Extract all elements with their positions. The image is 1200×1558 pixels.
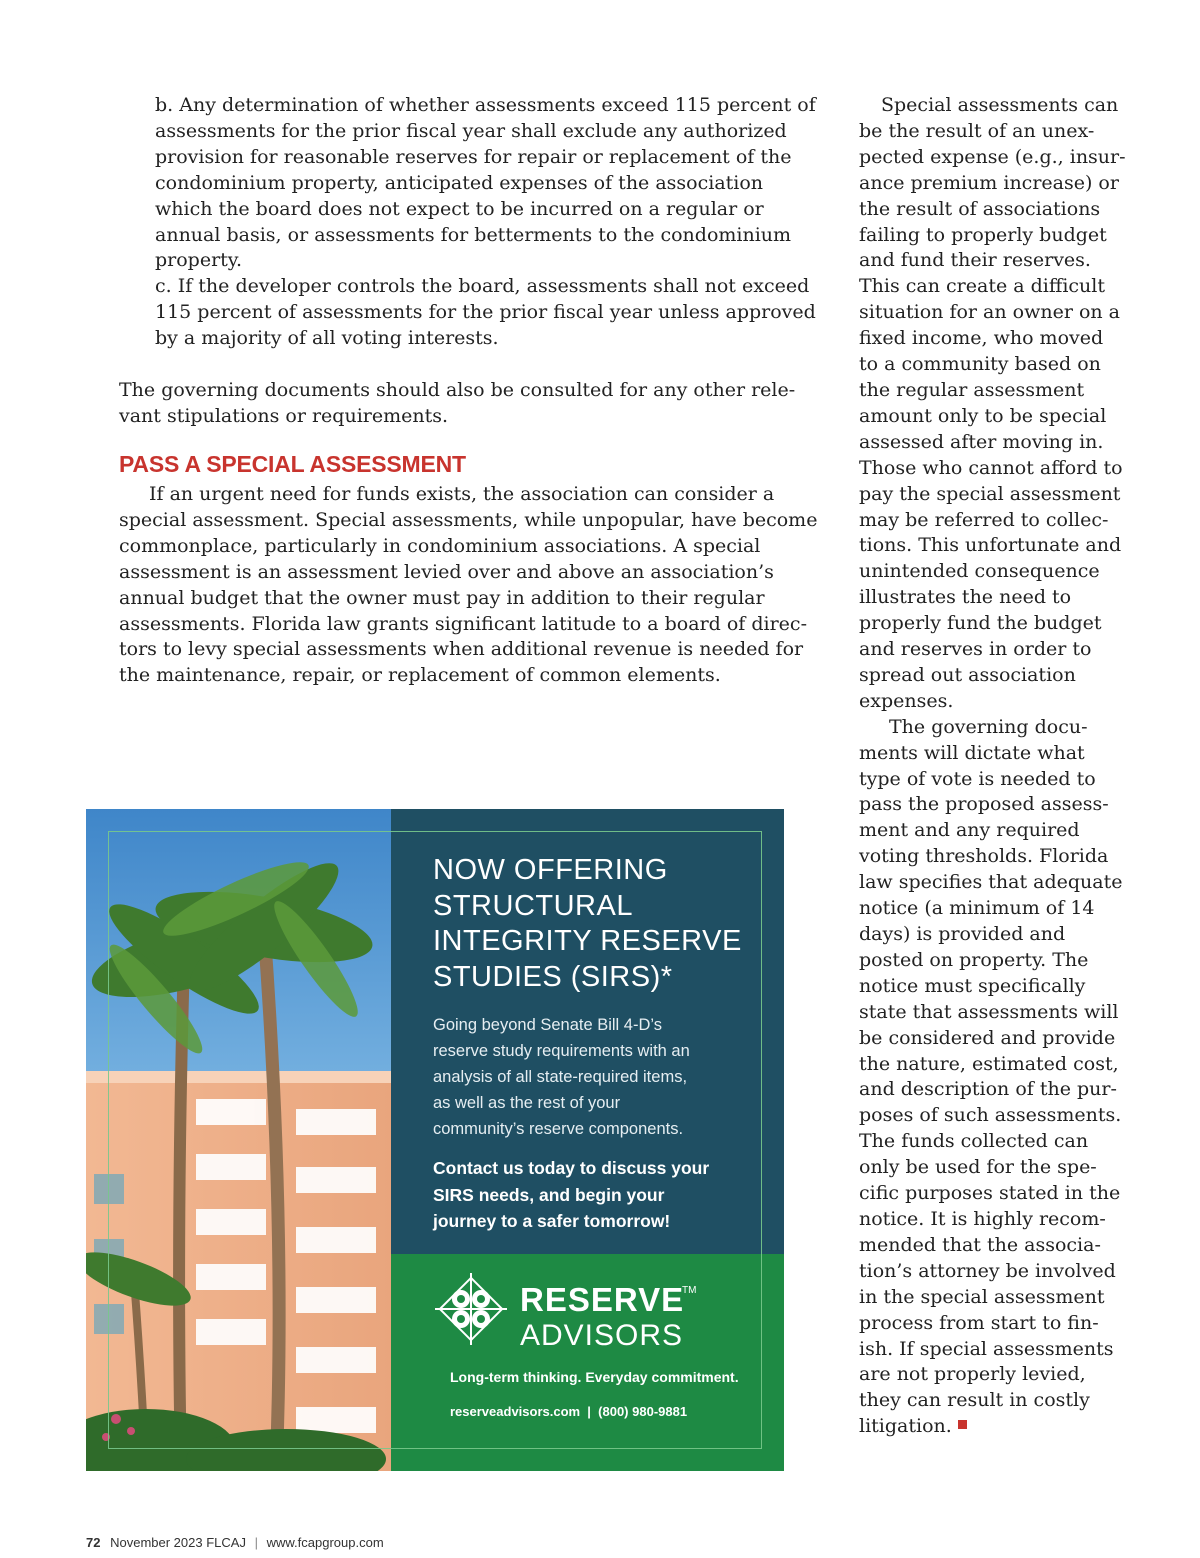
paragraph-line: commonplace, particularly in condominium associations. A special — [119, 534, 761, 557]
column-line: poses of such assessments. — [859, 1104, 1122, 1127]
list-line: condominium property, anticipated expenses of the association — [155, 171, 764, 194]
page-footer — [86, 1535, 384, 1550]
ad-cta-line: journey to a safer tomorrow! — [433, 1211, 671, 1231]
column-line: notice. It is highly recom- — [859, 1207, 1106, 1230]
right-column-text — [859, 93, 1159, 1440]
column-line: notice must specifically — [859, 974, 1086, 997]
ad-body-line: analysis of all state-required items, — [433, 1068, 688, 1086]
column-line: assessed after moving in. — [859, 430, 1104, 453]
list-line: by a majority of all voting interests. — [155, 327, 499, 350]
reserve-advisors-logo-icon — [435, 1273, 507, 1345]
column-line: The governing docu- — [889, 715, 1088, 738]
ad-cta-line: Contact us today to discuss your — [433, 1158, 710, 1178]
list-line: which the board does not expect to be incurred on a regular or — [155, 197, 764, 220]
list-line: b. Any determination of whether assessments exceed 115 percent of — [155, 94, 816, 116]
column-line: are not properly levied, — [859, 1363, 1086, 1386]
statute-list — [155, 93, 816, 352]
column-line: state that assessments will — [859, 1000, 1119, 1023]
column-line: cific purposes stated in the — [859, 1182, 1121, 1205]
ad-headline-line: STUDIES (SIRS)* — [433, 960, 673, 993]
ad-body-line: community’s reserve components. — [433, 1120, 684, 1138]
column-line: and fund their reserves. — [859, 249, 1091, 272]
column-line: ment and any required — [859, 819, 1080, 842]
column-line: notice (a minimum of 14 — [859, 897, 1095, 920]
ad-headline-line: NOW OFFERING — [433, 854, 668, 886]
issue-date: November 2023 — [110, 1535, 203, 1550]
paragraph-line: assessment is an assessment levied over and above an association’s — [119, 560, 774, 583]
column-line: may be referred to collec- — [859, 508, 1109, 531]
list-line: annual basis, or assessments for betterments to the condominium — [155, 223, 792, 246]
column-line: situation for an owner on a — [859, 301, 1120, 324]
column-line: failing to properly budget — [859, 223, 1107, 246]
column-line: be the result of an unex- — [859, 119, 1095, 142]
paragraph-line: special assessment. Special assessments, while unpopular, have become — [119, 508, 818, 531]
list-line: 115 percent of assessments for the prior fiscal year unless approved — [155, 301, 816, 324]
column-line: the nature, estimated cost, — [859, 1052, 1119, 1075]
paragraph-line: vant stipulations or requirements. — [119, 404, 449, 427]
column-line: posted on property. The — [859, 948, 1089, 971]
column-line: This can create a difficult — [859, 275, 1106, 298]
column-line: type of vote is needed to — [859, 767, 1096, 790]
column-line: pay the special assessment — [859, 482, 1121, 505]
ad-trademark: TM — [682, 1285, 697, 1296]
column-line: ments will dictate what — [859, 741, 1085, 764]
paragraph-line: assessments. Florida law grants significant latitude to a board of direc- — [119, 612, 807, 635]
list-line: provision for reasonable reserves for repair or replacement of the — [155, 145, 792, 168]
column-line: in the special assessment — [859, 1285, 1105, 1308]
section-heading: PASS A SPECIAL ASSESSMENT — [119, 451, 466, 477]
footer-separator: | — [254, 1535, 258, 1550]
column-line: Those who cannot afford to — [859, 456, 1123, 479]
ad-brand-advisors: ADVISORS — [520, 1319, 684, 1352]
column-line: Special assessments can — [881, 94, 1119, 116]
paragraph-line: The governing documents should also be consulted for any other rele- — [119, 379, 796, 401]
column-line: only be used for the spe- — [859, 1156, 1097, 1179]
ad-headline-line: STRUCTURAL — [433, 889, 633, 922]
column-line: illustrates the need to — [859, 586, 1072, 609]
ad-call-to-action — [433, 1155, 773, 1235]
paragraph-line: annual budget that the owner must pay in addition to their regular — [119, 586, 765, 609]
column-line: expenses. — [859, 689, 954, 712]
column-line: amount only to be special — [859, 404, 1107, 427]
column-line: spread out association — [859, 663, 1076, 686]
special-assessment-paragraph — [119, 482, 818, 689]
list-line: c. If the developer controls the board, assessments shall not exceed — [155, 275, 810, 298]
ad-body-line: reserve study requirements with an — [433, 1042, 690, 1060]
column-line: pass the proposed assess- — [859, 793, 1109, 816]
ad-headline — [433, 853, 763, 995]
column-line: litigation. — [859, 1414, 1159, 1440]
column-line: pected expense (e.g., insur- — [859, 145, 1126, 168]
column-line: the regular assessment — [859, 378, 1085, 401]
ad-body-text — [433, 1012, 763, 1142]
column-line: fixed income, who moved — [859, 327, 1104, 350]
ad-cta-line: SIRS needs, and begin your — [433, 1184, 665, 1205]
governing-documents-paragraph — [119, 378, 799, 430]
publication-name: FLCAJ — [206, 1535, 246, 1550]
paragraph-line: tors to levy special assessments when additional revenue is needed for — [119, 638, 804, 661]
column-line: law specifies that adequate — [859, 871, 1123, 894]
column-line: ish. If special assessments — [859, 1337, 1114, 1360]
page-number: 72 — [86, 1535, 101, 1550]
column-line: mended that the associa- — [859, 1233, 1101, 1256]
column-line: tion’s attorney be involved — [859, 1259, 1116, 1282]
paragraph-line: the maintenance, repair, or replacement of common elements. — [119, 664, 721, 687]
reserve-advisors-ad[interactable] — [86, 809, 784, 1471]
column-line: and reserves in order to — [859, 638, 1092, 661]
column-line: voting thresholds. Florida — [859, 845, 1109, 868]
column-line: process from start to fin- — [859, 1311, 1099, 1334]
column-line: they can result in costly — [859, 1389, 1090, 1412]
list-line: property. — [155, 249, 243, 272]
paragraph-line: If an urgent need for funds exists, the association can consider a — [149, 483, 775, 505]
ad-contact-link[interactable]: reserveadvisors.com | (800) 980-9881 — [450, 1404, 688, 1419]
website-link[interactable]: www.fcapgroup.com — [266, 1535, 384, 1550]
ad-tagline: Long-term thinking. Everyday commitment. — [450, 1369, 739, 1385]
end-of-article-mark — [958, 1420, 967, 1429]
column-line: and description of the pur- — [859, 1078, 1117, 1101]
column-line: days) is provided and — [859, 923, 1066, 945]
ad-body-line: Going beyond Senate Bill 4-D’s — [433, 1016, 663, 1034]
column-line: tions. This unfortunate and — [859, 534, 1122, 557]
column-line: to a community based on — [859, 353, 1101, 376]
ad-brand-reserve: RESERVE — [520, 1281, 685, 1318]
column-line: unintended consequence — [859, 560, 1100, 583]
column-line: ance premium increase) or — [859, 171, 1119, 194]
column-line: be considered and provide — [859, 1026, 1116, 1049]
column-line: the result of associations — [859, 197, 1101, 220]
column-line: The funds collected can — [859, 1130, 1089, 1153]
list-line: assessments for the prior fiscal year shall exclude any authorized — [155, 119, 787, 142]
ad-headline-line: INTEGRITY RESERVE — [433, 925, 742, 957]
column-line: properly fund the budget — [859, 612, 1102, 635]
ad-body-line: as well as the rest of your — [433, 1094, 621, 1112]
